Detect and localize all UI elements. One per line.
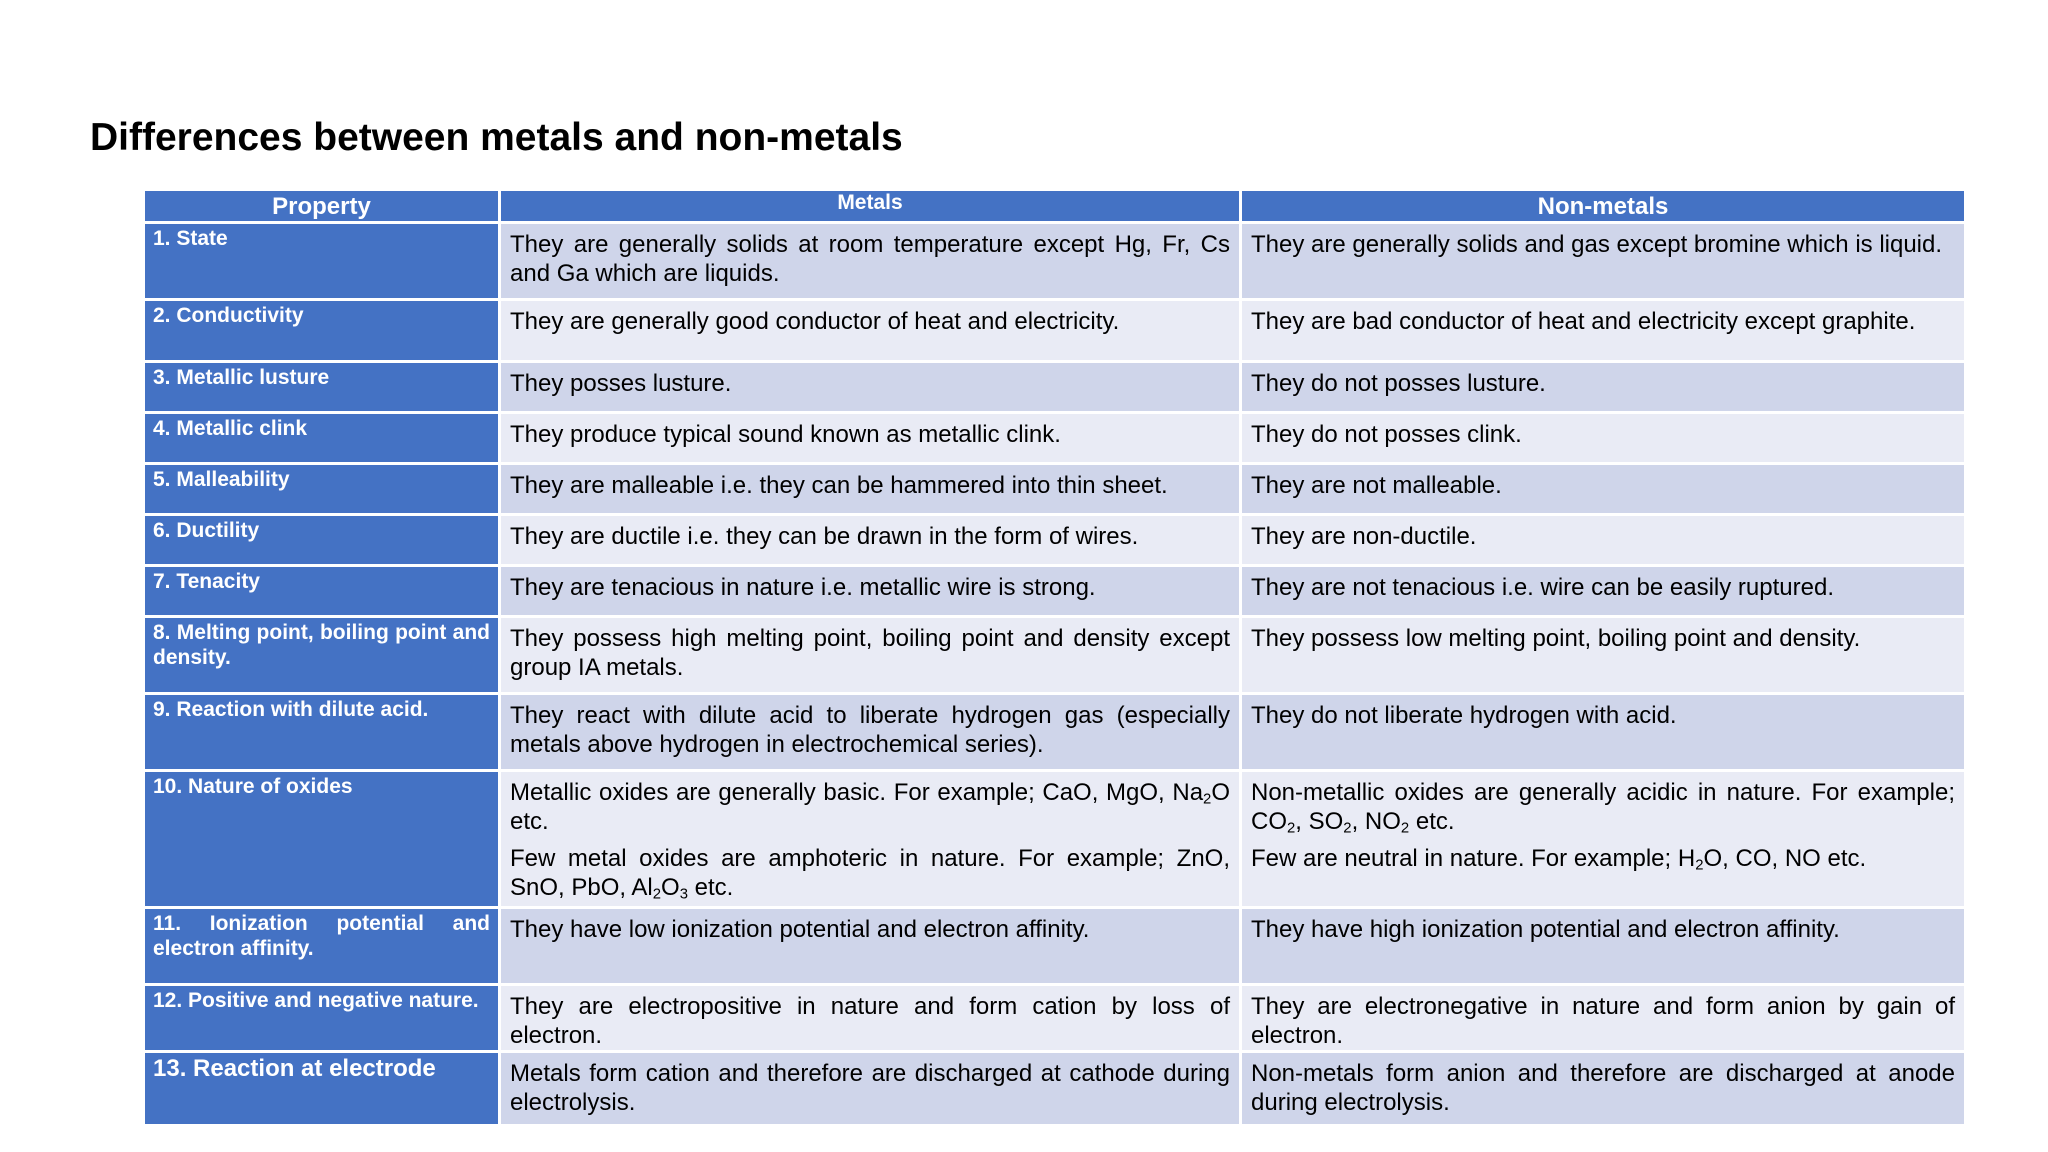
nonmetals-text: They are bad conductor of heat and electricity except graphite. xyxy=(1251,308,1916,335)
comparison-table xyxy=(142,188,1967,1127)
nonmetals-cell xyxy=(1241,223,1966,300)
header-metals: Metals xyxy=(500,190,1241,223)
table-row xyxy=(144,464,1966,515)
metals-text: They are tenacious in nature i.e. metallic wire is strong. xyxy=(510,574,1096,601)
metals-cell xyxy=(500,985,1241,1052)
nonmetals-text: Non-metallic oxides are generally acidic in nature. For example; $CO_2$, $SO_2$, $NO_2$ etc. xyxy=(1251,779,1955,837)
header-property: Property xyxy=(144,190,500,223)
nonmetals-cell xyxy=(1241,694,1966,771)
metals-text: They possess high melting point, boiling point and density except group IA metals. xyxy=(510,625,1230,681)
nonmetals-text: Few are neutral in nature. For example; $H_2O$, CO, NO etc. xyxy=(1251,845,1867,874)
metals-text: Metallic oxides are generally basic. For example; CaO, MgO, $Na_2O$ etc. xyxy=(510,779,1230,835)
table-row xyxy=(144,362,1966,413)
metals-text: They are malleable i.e. they can be hammered into thin sheet. xyxy=(510,472,1168,499)
property-cell: 5. Malleability xyxy=(144,464,500,515)
metals-cell xyxy=(500,617,1241,694)
property-cell: 8. Melting point, boiling point and density. xyxy=(144,617,500,694)
metals-cell xyxy=(500,908,1241,985)
table-row xyxy=(144,413,1966,464)
metals-cell xyxy=(500,694,1241,771)
nonmetals-cell xyxy=(1241,515,1966,566)
property-cell: 11. Ionization potential and electron affinity. xyxy=(144,908,500,985)
metals-cell xyxy=(500,413,1241,464)
metals-text: They are generally good conductor of heat and electricity. xyxy=(510,308,1120,335)
property-cell: 12. Positive and negative nature. xyxy=(144,985,500,1052)
header-nonmetals: Non-metals xyxy=(1241,190,1966,223)
nonmetals-text: They do not posses lusture. xyxy=(1251,370,1546,397)
nonmetals-text: They are generally solids and gas except bromine which is liquid. xyxy=(1251,231,1943,258)
property-cell: 4. Metallic clink xyxy=(144,413,500,464)
metals-text: Few metal oxides are amphoteric in nature. For example; ZnO, SnO, PbO, $Al_2O_3$ etc. xyxy=(510,845,1230,903)
nonmetals-cell xyxy=(1241,362,1966,413)
nonmetals-cell xyxy=(1241,300,1966,362)
metals-text: They are electropositive in nature and form cation by loss of electron. xyxy=(510,993,1230,1049)
property-cell: 13. Reaction at electrode xyxy=(144,1052,500,1126)
nonmetals-text: They have high ionization potential and electron affinity. xyxy=(1251,916,1840,943)
property-cell: 2. Conductivity xyxy=(144,300,500,362)
table-header-row xyxy=(144,190,1966,223)
nonmetals-text: They are electronegative in nature and form anion by gain of electron. xyxy=(1251,993,1955,1049)
metals-cell xyxy=(500,515,1241,566)
nonmetals-cell xyxy=(1241,566,1966,617)
metals-text: They have low ionization potential and electron affinity. xyxy=(510,916,1090,943)
table-row xyxy=(144,617,1966,694)
table-row xyxy=(144,985,1966,1052)
property-cell: 9. Reaction with dilute acid. xyxy=(144,694,500,771)
metals-text: They are ductile i.e. they can be drawn in the form of wires. xyxy=(510,523,1139,550)
nonmetals-cell xyxy=(1241,1052,1966,1126)
nonmetals-cell xyxy=(1241,985,1966,1052)
nonmetals-text: They are not tenacious i.e. wire can be easily ruptured. xyxy=(1251,574,1834,601)
property-cell: 10. Nature of oxides xyxy=(144,771,500,908)
metals-text: Metals form cation and therefore are discharged at cathode during electrolysis. xyxy=(510,1060,1230,1116)
property-cell: 6. Ductility xyxy=(144,515,500,566)
metals-cell xyxy=(500,362,1241,413)
metals-text: They are generally solids at room temperature except Hg, Fr, Cs and Ga which are liquids. xyxy=(510,231,1230,287)
nonmetals-cell xyxy=(1241,771,1966,908)
nonmetals-text: They are non-ductile. xyxy=(1251,523,1477,550)
table-row xyxy=(144,694,1966,771)
nonmetals-text: They are not malleable. xyxy=(1251,472,1502,499)
property-cell: 3. Metallic lusture xyxy=(144,362,500,413)
nonmetals-cell xyxy=(1241,617,1966,694)
nonmetals-text: They do not liberate hydrogen with acid. xyxy=(1251,702,1677,729)
table-row xyxy=(144,566,1966,617)
metals-text: They produce typical sound known as metallic clink. xyxy=(510,421,1061,448)
property-cell: 1. State xyxy=(144,223,500,300)
table-row xyxy=(144,300,1966,362)
slide-title: Differences between metals and non-metals xyxy=(90,116,903,159)
metals-text: They posses lusture. xyxy=(510,370,732,397)
table-row xyxy=(144,515,1966,566)
nonmetals-cell xyxy=(1241,413,1966,464)
nonmetals-text: They do not posses clink. xyxy=(1251,421,1522,448)
metals-cell xyxy=(500,1052,1241,1126)
metals-cell xyxy=(500,223,1241,300)
metals-cell xyxy=(500,300,1241,362)
nonmetals-text: Non-metals form anion and therefore are discharged at anode during electrolysis. xyxy=(1251,1060,1955,1116)
metals-text: They react with dilute acid to liberate hydrogen gas (especially metals above hydrogen in electrochemical series). xyxy=(510,702,1230,758)
table-row xyxy=(144,908,1966,985)
property-cell: 7. Tenacity xyxy=(144,566,500,617)
metals-cell xyxy=(500,566,1241,617)
nonmetals-cell xyxy=(1241,464,1966,515)
nonmetals-cell xyxy=(1241,908,1966,985)
table-row xyxy=(144,223,1966,300)
nonmetals-text: They possess low melting point, boiling point and density. xyxy=(1251,625,1861,652)
metals-cell xyxy=(500,771,1241,908)
table-row xyxy=(144,1052,1966,1126)
table-row xyxy=(144,771,1966,908)
metals-cell xyxy=(500,464,1241,515)
